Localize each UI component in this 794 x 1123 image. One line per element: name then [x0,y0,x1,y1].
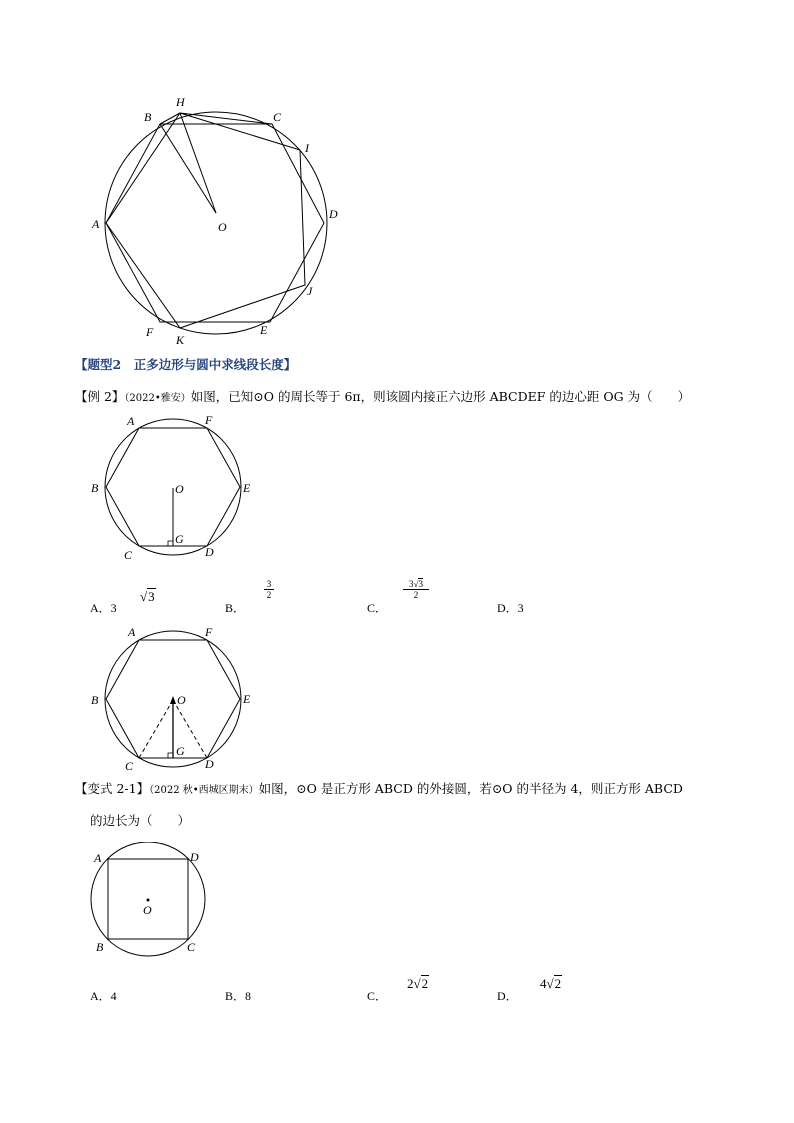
label-point-k: K [176,333,185,347]
option-b-denominator: 2 [264,589,274,600]
segment-ho [180,113,216,213]
variant-option-c-coef: 2 [407,976,414,991]
segment-hc [180,113,272,124]
option-a[interactable] [90,599,117,616]
variant-option-c[interactable] [367,987,387,1004]
label-point-c: C [187,940,196,954]
label-point-o: O [177,693,186,707]
label-point-o: O [143,903,152,917]
label-point-b: B [96,940,104,954]
option-d[interactable] [497,599,524,616]
label-point-e: E [243,692,251,706]
label-point-f: F [205,413,213,427]
option-b-fraction [264,579,274,600]
label-point-f: F [205,625,213,639]
hexagon-abcdef [106,124,324,322]
right-angle-mark [168,753,173,758]
label-point-g: G [176,744,185,758]
segment-oc-dashed [139,700,173,758]
variant-2-1-prefix: 【变式 2-1】 [75,781,150,796]
circle-outline [105,112,327,334]
example-2-text: 如图，已知⊙O 的周长等于 6π，则该圆内接正六边形 ABCDEF 的边心距 OG 为（ ） [190,389,691,404]
variant-2-1-question-line-2: 的边长为（ ） [90,813,191,828]
option-c[interactable] [367,599,387,616]
variant-2-1-diagram [88,842,218,962]
variant-option-d-label: D． [497,989,518,1003]
option-c-denominator: 2 [403,589,429,600]
label-point-c: C [273,110,282,124]
arrow-head [170,696,176,704]
option-b-numerator: 3 [266,579,272,589]
variant-2-1-question-line-1 [75,781,683,799]
figure-1-diagram [80,88,340,348]
label-point-e: E [243,481,251,495]
label-point-b: B [144,110,152,124]
example-2-diagram [85,410,265,560]
variant-option-c-rad: 2 [421,976,429,991]
variant-option-d-coef: 4 [540,976,547,991]
variant-option-d-value: 4√2 [540,976,562,991]
variant-option-a[interactable] [90,987,117,1004]
label-point-a: A [128,625,136,639]
variant-option-d[interactable] [497,987,518,1004]
hexagon-hijk [106,113,305,328]
variant-option-b[interactable] [225,987,251,1004]
variant-2-1-source: （2022 秋•西城区期末） [149,785,259,796]
option-a-radicand: 3 [148,589,155,604]
option-c-num-rad: 3 [418,579,423,589]
variant-option-c-value: 2√2 [407,976,429,991]
example-2-source: （2022•雅安） [124,393,191,404]
right-angle-mark [168,541,173,546]
center-dot [147,899,150,902]
variant-option-a-label: A．4 [90,989,117,1003]
option-b-label: B． [225,601,246,615]
option-c-fraction [403,579,429,600]
label-point-b: B [91,481,99,495]
variant-option-b-label: B．8 [225,989,252,1003]
label-point-b: B [91,693,99,707]
label-point-g: G [175,532,184,546]
option-c-label: C． [367,601,388,615]
option-c-num-coef: 3 [409,579,414,589]
section-heading: 【题型2 正多边形与圆中求线段长度】 [75,357,297,372]
label-point-d: D [190,850,199,864]
label-point-d: D [205,757,214,771]
option-a-sqrt: √3 [140,589,155,604]
label-point-i: I [305,141,309,155]
label-point-e: E [260,323,268,337]
label-point-a: A [94,851,102,865]
example-2-prefix: 【例 2】 [75,389,125,404]
label-point-o: O [218,220,227,234]
label-point-d: D [205,545,214,559]
option-b[interactable] [225,599,245,616]
option-d-label: D．3 [497,601,524,615]
label-point-a: A [127,414,135,428]
label-point-c: C [125,759,134,772]
variant-2-1-text-1: 如图，⊙O 是正方形 ABCD 的外接圆，若⊙O 的半径为 4，则正方形 ABCD [258,781,683,796]
label-point-c: C [124,548,133,560]
variant-option-d-rad: 2 [554,976,562,991]
option-c-numerator: 3√3 [409,579,423,589]
label-point-f: F [146,325,154,339]
option-a-label: A．3 [90,601,117,615]
label-point-o: O [175,482,184,496]
variant-option-c-label: C． [367,989,388,1003]
label-point-d: D [329,207,338,221]
example-2-solution-diagram [85,622,265,772]
segment-bo [160,124,216,213]
label-point-j: J [307,284,313,298]
example-2-question [75,389,690,407]
label-point-a: A [92,217,100,231]
label-point-h: H [176,95,185,109]
